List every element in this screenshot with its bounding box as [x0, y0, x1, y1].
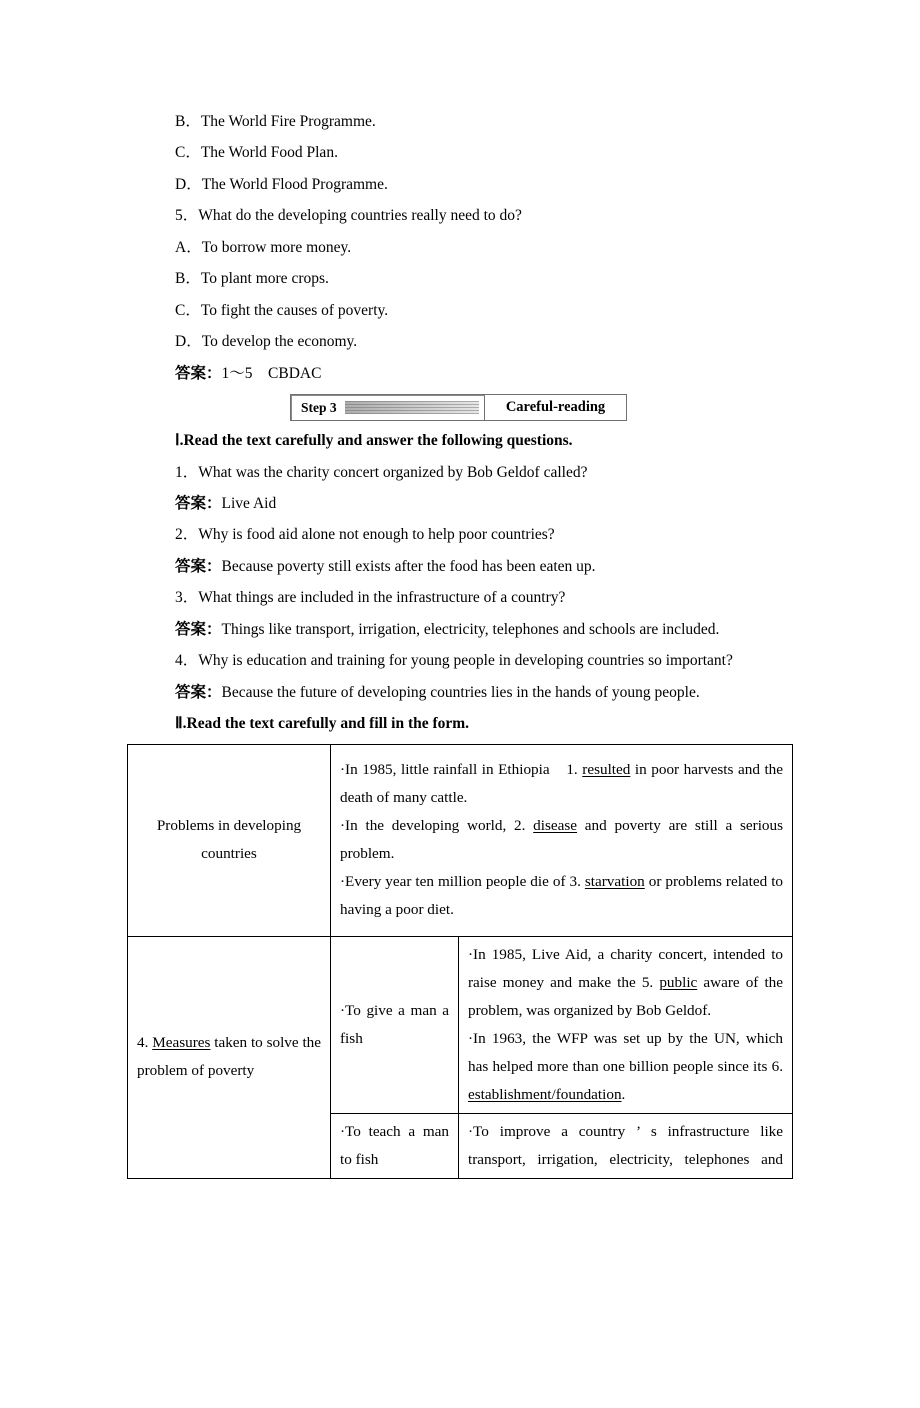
- question-5-option-a: A．To borrow more money.: [175, 238, 352, 256]
- worksheet-page: [0, 106, 920, 1408]
- cell-teach-fish-details: [459, 1113, 793, 1178]
- answer-text: Because the future of developing countries lies in the hands of young people.: [221, 683, 700, 701]
- option-line-d: D．The World Flood Programme.: [175, 175, 388, 193]
- table-paragraph: 4. Measures taken to solve the problem of poverty: [137, 1034, 321, 1080]
- answer-label: 答案：: [175, 683, 222, 701]
- step3-label: Step 3: [301, 399, 337, 415]
- answer-text: 1～5 CBDAC: [221, 364, 322, 382]
- table-paragraph: ·To improve a country ’ s infrastructure like transport, irrigation, electricity, telephones and: [468, 1122, 784, 1168]
- filled-blank: Measures: [152, 1034, 211, 1052]
- section2-heading: Ⅱ.Read the text carefully and fill in the form.: [175, 715, 470, 733]
- filled-blank: starvation: [584, 873, 645, 891]
- filled-blank: public: [659, 973, 698, 991]
- table-row-measures-give-fish: [128, 936, 793, 1113]
- cell-give-fish-details: [459, 936, 793, 1113]
- table-paragraph: ·In 1963, the WFP was set up by the UN, which has helped more than one billion people since its 6. establishment/foundation.: [468, 1029, 784, 1103]
- question-5-option-b: B．To plant more crops.: [175, 270, 329, 288]
- fill-in-form-table: [127, 744, 793, 1179]
- answer-line-q1-5: [175, 358, 793, 389]
- section1-question-4: 4．Why is education and training for young people in developing countries so important?: [175, 652, 733, 670]
- step3-decoration-stripes: [345, 401, 479, 414]
- section1-question-3: 3．What things are included in the infrastructure of a country?: [175, 589, 566, 607]
- filled-blank: establishment/foundation: [468, 1085, 622, 1103]
- answer-label: 答案：: [175, 364, 222, 382]
- table-paragraph: ·Every year ten million people die of 3. starvation or problems related to having a poor diet.: [340, 873, 784, 919]
- question-5-option-d: D．To develop the economy.: [175, 333, 358, 351]
- section1-heading: Ⅰ.Read the text carefully and answer the following questions.: [175, 432, 573, 450]
- cell-problems-heading: Problems in developing countries: [128, 744, 331, 936]
- section1-answer-4: [175, 677, 793, 708]
- section1-answer-2: [175, 551, 793, 582]
- section1-question-1: 1．What was the charity concert organized by Bob Geldof called?: [175, 463, 588, 481]
- table-row-problems: [128, 744, 793, 936]
- option-line-b: B．The World Fire Programme.: [175, 113, 376, 130]
- table-paragraph: ·In the developing world, 2. disease and poverty are still a serious problem.: [340, 817, 784, 863]
- table-paragraph: ·In 1985, little rainfall in Ethiopia 1. resulted in poor harvests and the death of many cattle.: [340, 761, 784, 807]
- cell-problems-details: [331, 744, 793, 936]
- cell-measures-heading: [128, 936, 331, 1178]
- section1-question-2: 2．Why is food aid alone not enough to help poor countries?: [175, 526, 555, 544]
- step3-title: Careful-reading: [505, 399, 606, 416]
- section1-answer-3: [175, 614, 793, 645]
- cell-give-man-fish: ·To give a man a fish: [331, 936, 459, 1113]
- step3-banner: [290, 394, 627, 421]
- answer-text: Because poverty still exists after the food has been eaten up.: [221, 557, 596, 575]
- option-line-c: C．The World Food Plan.: [175, 144, 338, 162]
- step3-label-band: [291, 395, 485, 420]
- question-5-stem: 5．What do the developing countries really need to do?: [175, 207, 522, 225]
- section1-answer-1: [175, 488, 793, 519]
- filled-blank: disease: [533, 817, 578, 835]
- filled-blank: resulted: [582, 761, 631, 779]
- cell-teach-man-fish: ·To teach a man to fish: [331, 1113, 459, 1178]
- document-body: [175, 106, 793, 740]
- answer-text: Things like transport, irrigation, electricity, telephones and schools are included.: [221, 620, 720, 638]
- table-paragraph: ·In 1985, Live Aid, a charity concert, intended to raise money and make the 5. public aware of the problem, was organized by Bob Geldof.: [468, 945, 784, 1019]
- answer-label: 答案：: [175, 494, 222, 512]
- answer-label: 答案：: [175, 620, 222, 638]
- answer-label: 答案：: [175, 557, 222, 575]
- answer-text: Live Aid: [221, 494, 277, 512]
- question-5-option-c: C．To fight the causes of poverty.: [175, 301, 389, 319]
